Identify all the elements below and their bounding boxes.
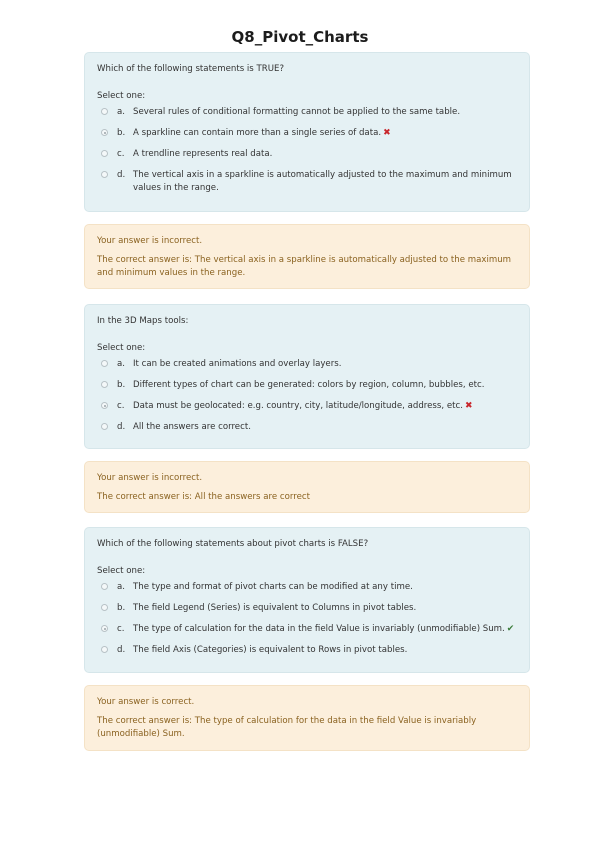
feedback-status: Your answer is incorrect.	[97, 236, 203, 246]
radio-button[interactable]	[101, 381, 108, 388]
page-title: Q8_Pivot_Charts	[231, 28, 369, 46]
option-text: A sparkline can contain more than a single series of data.	[133, 128, 382, 138]
answer-option-b[interactable]	[97, 127, 517, 140]
radio-button[interactable]	[101, 171, 108, 178]
option-text: It can be created animations and overlay layers.	[133, 359, 342, 369]
select-one-label: Select one:	[97, 91, 146, 101]
option-letter: a.	[117, 107, 125, 117]
option-text: The vertical axis in a sparkline is automatically adjusted to the maximum and minimum values in the range.	[133, 170, 512, 193]
feedback-card-2	[84, 461, 530, 513]
option-letter: d.	[117, 170, 126, 180]
option-letter: b.	[117, 603, 126, 613]
question-text: Which of the following statements is TRUE?	[97, 64, 285, 74]
option-text: Data must be geolocated: e.g. country, city, latitude/longitude, address, etc.	[133, 401, 463, 411]
option-letter: c.	[117, 401, 125, 411]
incorrect-icon: ✖	[464, 401, 473, 411]
radio-button-selected[interactable]	[101, 129, 108, 136]
option-text: All the answers are correct.	[133, 422, 251, 432]
option-text: The field Axis (Categories) is equivalent to Rows in pivot tables.	[133, 645, 408, 655]
radio-button-selected[interactable]	[101, 402, 108, 409]
answer-option-c[interactable]	[97, 400, 517, 413]
option-letter: a.	[117, 359, 125, 369]
option-text: The field Legend (Series) is equivalent to Columns in pivot tables.	[133, 603, 417, 613]
incorrect-icon: ✖	[383, 128, 391, 138]
question-card-2	[84, 304, 530, 449]
radio-button[interactable]	[101, 360, 108, 367]
option-letter: d.	[117, 645, 126, 655]
option-text: Different types of chart can be generated: colors by region, column, bubbles, etc.	[133, 380, 485, 390]
answer-option-a[interactable]	[97, 106, 517, 119]
correct-answer-text: The correct answer is: The vertical axis in a sparkline is automatically adjusted to the maximum and minimum values in the range.	[97, 255, 512, 278]
answer-option-d[interactable]	[97, 644, 517, 657]
correct-answer-text: The correct answer is: All the answers are correct	[97, 492, 310, 502]
option-letter: c.	[117, 149, 125, 159]
radio-button-selected[interactable]	[101, 625, 108, 632]
correct-answer-text: The correct answer is: The type of calculation for the data in the field Value is invariably (unmodifiable) Sum.	[97, 716, 477, 739]
correct-check-icon: ✔	[506, 624, 515, 634]
feedback-status: Your answer is incorrect.	[97, 473, 203, 483]
radio-button[interactable]	[101, 583, 108, 590]
option-letter: a.	[117, 582, 125, 592]
select-one-label: Select one:	[97, 566, 146, 576]
option-text: The type of calculation for the data in the field Value is invariably (unmodifiable) Sum.	[133, 624, 505, 634]
answer-option-d[interactable]	[97, 169, 517, 195]
answer-option-b[interactable]	[97, 602, 517, 615]
feedback-status: Your answer is correct.	[97, 697, 195, 707]
question-card-3	[84, 527, 530, 673]
answer-option-d[interactable]	[97, 421, 517, 434]
answer-option-b[interactable]	[97, 379, 517, 392]
option-letter: d.	[117, 422, 126, 432]
radio-button[interactable]	[101, 423, 108, 430]
option-letter: b.	[117, 128, 126, 138]
radio-button[interactable]	[101, 150, 108, 157]
option-text: A trendline represents real data.	[133, 149, 273, 159]
question-card-1	[84, 52, 530, 212]
answer-option-a[interactable]	[97, 358, 517, 371]
feedback-card-3	[84, 685, 530, 751]
option-text: The type and format of pivot charts can be modified at any time.	[133, 582, 413, 592]
question-text: In the 3D Maps tools:	[97, 316, 189, 326]
option-text: Several rules of conditional formatting cannot be applied to the same table.	[133, 107, 461, 117]
radio-button[interactable]	[101, 604, 108, 611]
answer-option-c[interactable]	[97, 148, 517, 161]
option-letter: c.	[117, 624, 125, 634]
radio-button[interactable]	[101, 108, 108, 115]
answer-option-a[interactable]	[97, 581, 517, 594]
option-letter: b.	[117, 380, 126, 390]
select-one-label: Select one:	[97, 343, 146, 353]
feedback-card-1	[84, 224, 530, 289]
question-text: Which of the following statements about pivot charts is FALSE?	[97, 539, 369, 549]
answer-option-c[interactable]	[97, 623, 517, 636]
radio-button[interactable]	[101, 646, 108, 653]
